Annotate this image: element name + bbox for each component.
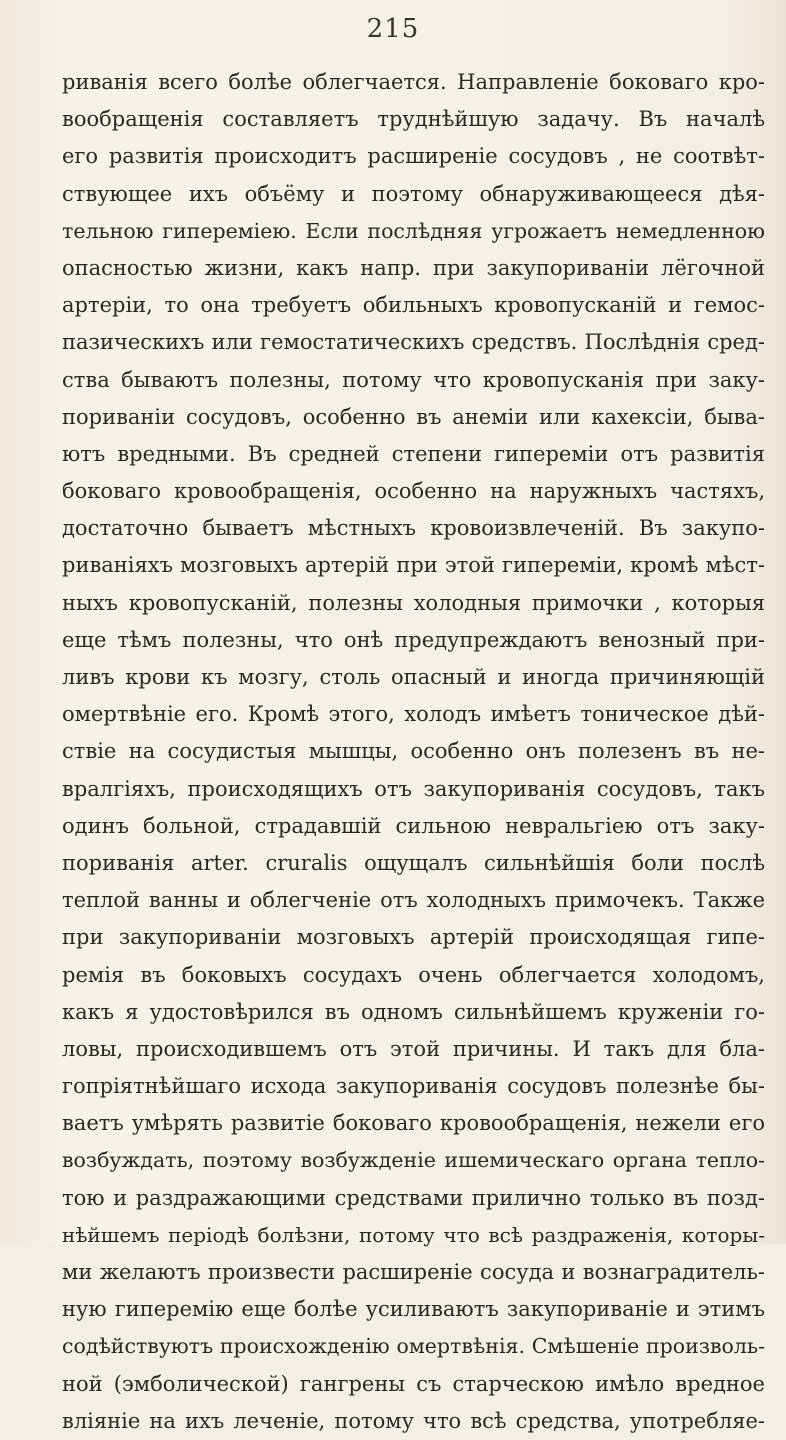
text-line: риваніяхъ мозговыхъ артерій при этой гипереміи, кромѣ мѣст- — [62, 553, 765, 578]
text-line: возбуждать, поэтому возбужденіе ишемическаго органа тепло- — [62, 1148, 765, 1173]
text-line: ловы, происходившемъ отъ этой причины. И такъ для бла- — [62, 1036, 765, 1061]
text-line: тельною гипереміею. Если послѣдняя угрожаетъ немедленною — [62, 218, 765, 243]
text-line: нѣйшемъ періодѣ болѣзни, потому что всѣ раздраженія, которы- — [62, 1222, 765, 1247]
text-line: ную гиперемію еще болѣе усиливаютъ закупориваніе и этимъ — [62, 1297, 765, 1322]
text-line: ныхъ кровопусканій, полезны холодныя примочки , которыя — [62, 590, 765, 615]
text-line: при закупориваніи мозговыхъ артерій происходящая гипе- — [62, 925, 765, 950]
text-line: вообращенія составляетъ труднѣйшую задачу. Въ началѣ — [62, 107, 765, 132]
text-line: ства бываютъ полезны, потому что кровопусканія при заку- — [62, 367, 765, 392]
text-line: вліяніе на ихъ леченіе, потому что всѣ средства, употребляе- — [62, 1408, 765, 1433]
text-line: ютъ вредными. Въ средней степени гипереміи отъ развитія — [62, 441, 765, 466]
text-line: вралгіяхъ, происходящихъ отъ закупориванія сосудовъ, такъ — [62, 776, 765, 801]
text-line: ной (эмболической) гангрены съ старческою имѣло вредное — [62, 1371, 765, 1396]
text-line: ремія въ боковыхъ сосудахъ очень облегчается холодомъ, — [62, 962, 765, 987]
text-line: артеріи, то она требуетъ обильныхъ кровопусканій и гемос- — [62, 293, 765, 318]
text-line: риванія всего болѣе облегчается. Направленіе боковаго кро- — [62, 70, 765, 94]
text-line: ваетъ умѣрять развитіе боковаго кровообращенія, нежели его — [62, 1111, 765, 1136]
body-text — [62, 64, 765, 1440]
text-line: одинъ больной, страдавшій сильною невральгіею отъ заку- — [62, 813, 765, 838]
text-line: тою и раздражающими средствами прилично только въ позд- — [62, 1185, 765, 1210]
text-line: ствіе на сосудистыя мышцы, особенно онъ полезенъ въ не- — [62, 739, 765, 764]
text-line: опасностью жизни, какъ напр. при закупориваніи лёгочной — [62, 255, 765, 280]
text-line: теплой ванны и облегченіе отъ холодныхъ примочекъ. Также — [62, 888, 765, 913]
text-line: ми желаютъ произвести расширеніе сосуда и вознаградитель- — [62, 1260, 765, 1284]
text-line: боковаго кровообращенія, особенно на наружныхъ частяхъ, — [62, 479, 765, 504]
text-line: пазическихъ или гемостатическихъ средствъ. Послѣднія сред- — [62, 330, 765, 355]
text-line: его развитія происходитъ расширеніе сосудовъ , не соотвѣт- — [62, 144, 765, 169]
text-line: пориваніи сосудовъ, особенно въ анеміи или кахексіи, быва- — [62, 404, 765, 429]
text-line: достаточно бываетъ мѣстныхъ кровоизвлеченій. Въ закупо- — [62, 516, 765, 541]
text-line: содѣйствуютъ происхожденію омертвѣнія. Смѣшеніе произволь- — [62, 1334, 765, 1359]
text-line: гопріятнѣйшаго исхода закупориванія сосудовъ полезнѣе бы- — [62, 1074, 765, 1099]
text-line: ствующее ихъ объёму и поэтому обнаруживающееся дѣя- — [62, 181, 765, 206]
text-line: еще тѣмъ полезны, что онѣ предупреждаютъ венозный при- — [62, 627, 765, 652]
text-line: пориванія arter. cruralis ощущалъ сильнѣйшія боли послѣ — [62, 850, 765, 875]
page-number: 215 — [366, 14, 420, 44]
text-line: какъ я удостовѣрился въ одномъ сильнѣйшемъ круженіи го- — [62, 999, 765, 1024]
text-line: ливъ крови къ мозгу, столь опасный и иногда причиняющій — [62, 665, 765, 689]
text-line: омертвѣніе его. Кромѣ этого, холодъ имѣетъ тоническое дѣй- — [62, 702, 765, 727]
